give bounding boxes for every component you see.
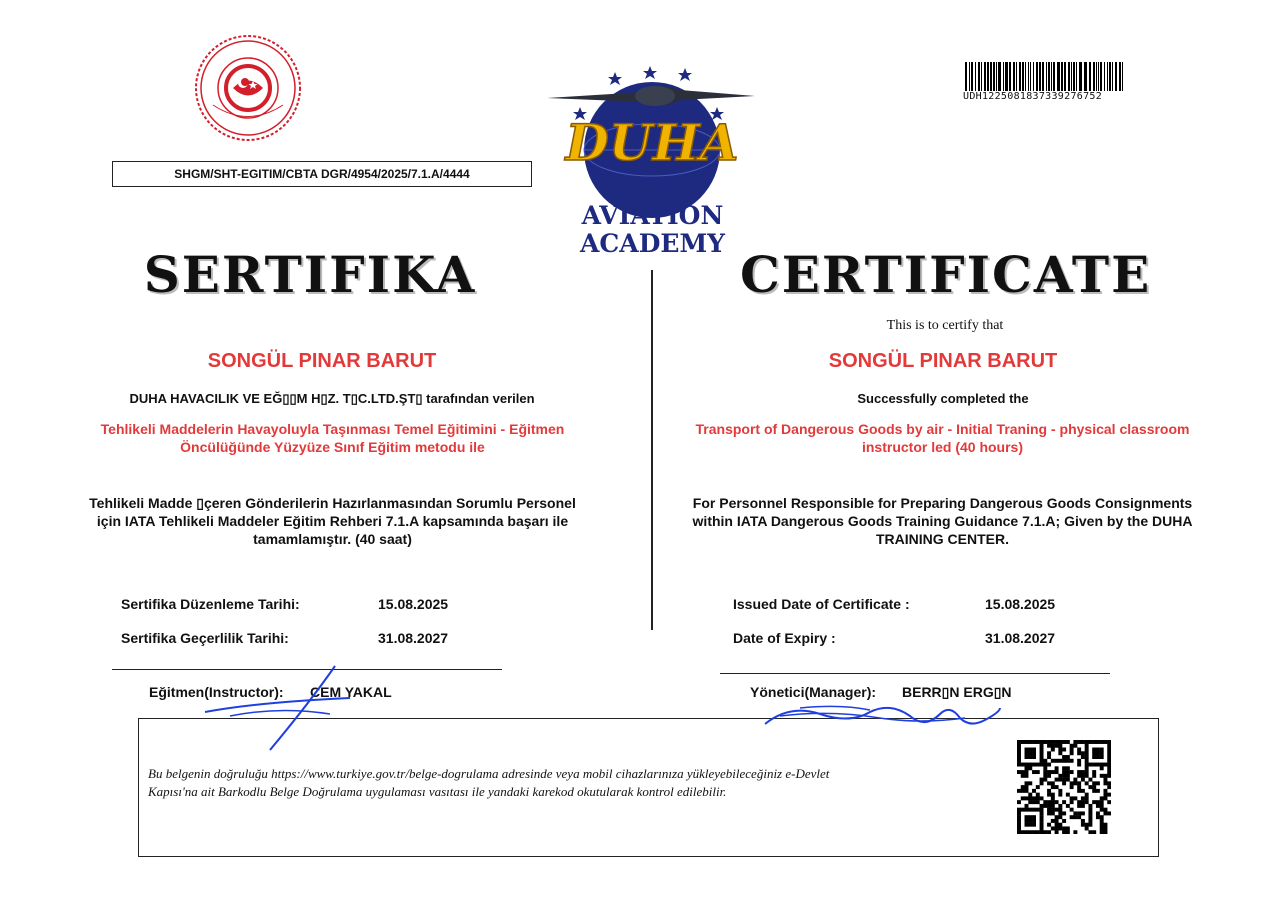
reference-number: SHGM/SHT-EGITIM/CBTA DGR/4954/2025/7.1.A/4444 (112, 161, 532, 187)
description-en-line2: within IATA Dangerous Goods Training Guidance 7.1.A; Given by the DUHA (692, 513, 1193, 529)
expiry-date-en: 31.08.2027 (985, 630, 1056, 646)
logo-line-academy: ACADEMY (580, 229, 725, 258)
signature-line-manager (720, 673, 1110, 674)
instructor-name: CEM YAKAL (310, 684, 392, 700)
center-divider (651, 270, 653, 630)
manager-signature (760, 694, 1010, 736)
qr-code[interactable] (1017, 740, 1111, 834)
expiry-date-tr: 31.08.2027 (378, 630, 449, 646)
issue-date-label-tr: Sertifika Düzenleme Tarihi: (121, 596, 300, 612)
course-name-en-line2: instructor led (40 hours) (861, 439, 1024, 455)
certify-intro: This is to certify that (886, 318, 1004, 333)
verification-text (148, 765, 968, 801)
course-name-tr (40, 420, 625, 456)
course-name-en-line1: Transport of Dangerous Goods by air - Initial Traning - physical classroom (695, 421, 1190, 437)
barcode-number: UDH1225081837339276752 (963, 91, 1103, 102)
course-name-en (660, 420, 1225, 456)
description-en-line1: For Personnel Responsible for Preparing Dangerous Goods Consignments (692, 495, 1193, 511)
issue-date-tr: 15.08.2025 (378, 596, 449, 612)
course-name-tr-line1: Tehlikeli Maddelerin Havayoluyla Taşınması Temel Eğitimini - Eğitmen (100, 421, 565, 437)
expiry-date-label-tr: Sertifika Geçerlilik Tarihi: (121, 630, 289, 646)
expiry-date-label-en: Date of Expiry : (733, 630, 836, 646)
verification-line1: Bu belgenin doğruluğu https://www.turkiye.gov.tr/belge-dogrulama adresinde veya mobil cihazlarınıza yükleyebileceğiniz e-Devlet (148, 766, 830, 781)
issue-date-label-en: Issued Date of Certificate : (733, 596, 910, 612)
title-sertifika: SERTIFIKA (143, 245, 477, 304)
recipient-name-tr: SONGÜL PINAR BARUT (207, 350, 437, 372)
title-certificate: CERTIFICATE (740, 245, 1152, 304)
manager-label: Yönetici(Manager): (750, 684, 877, 700)
description-tr (40, 494, 625, 548)
logo-brand-text: DUHA (565, 113, 739, 172)
instructor-signature (200, 662, 360, 754)
verification-line2: Kapısı'na ait Barkodlu Belge Doğrulama uygulaması vasıtası ile yandaki karekod okutularak kontrol edilebilir. (148, 784, 727, 799)
course-name-tr-line2: Öncülüğünde Yüzyüze Sınıf Eğitim metodu ile (180, 439, 485, 455)
recipient-name-en: SONGÜL PINAR BARUT (828, 350, 1058, 372)
description-en-line3: TRAINING CENTER. (876, 531, 1009, 547)
manager-name: BERR▯N ERG▯N (902, 684, 1012, 700)
instructor-label: Eğitmen(Instructor): (149, 684, 284, 700)
description-tr-line3: tamamlamıştır. (40 saat) (253, 531, 412, 547)
duha-aviation-academy-logo (545, 62, 760, 262)
ministry-seal (193, 33, 303, 143)
completed-line-en: Successfully completed the (857, 391, 1029, 406)
barcode (965, 62, 1126, 91)
description-tr-line1: Tehlikeli Madde ▯çeren Gönderilerin Hazırlanmasından Sorumlu Personel (89, 495, 576, 511)
issue-date-en: 15.08.2025 (985, 596, 1056, 612)
issuer-line-tr: DUHA HAVACILIK VE EĞ▯▯M H▯Z. T▯C.LTD.ŞT▯ tarafından verilen (129, 391, 535, 406)
description-en (655, 494, 1230, 548)
description-tr-line2: için IATA Tehlikeli Maddeler Eğitim Rehberi 7.1.A kapsamında başarı ile (96, 513, 569, 529)
logo-line-aviation: AVIATION (581, 201, 724, 230)
